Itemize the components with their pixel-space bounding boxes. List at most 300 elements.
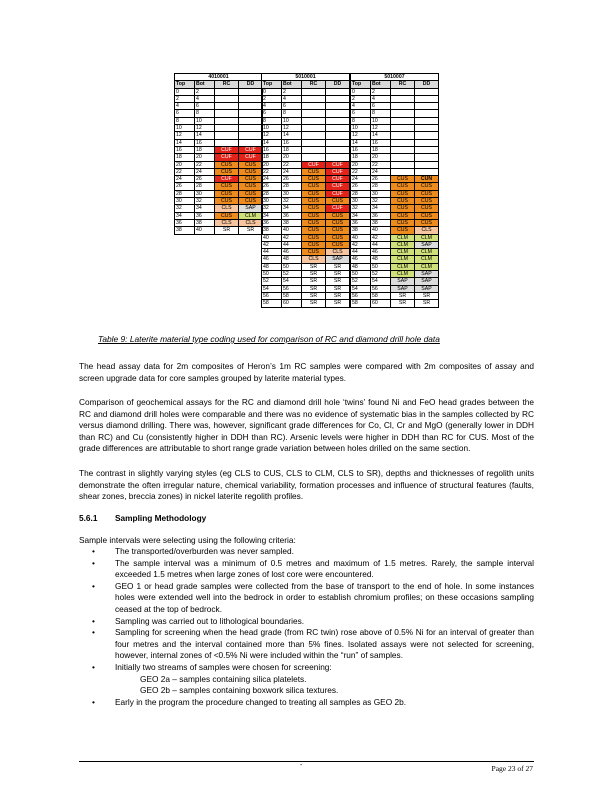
code-cell: CUS bbox=[302, 205, 326, 212]
column-header: Bot bbox=[371, 81, 391, 88]
code-cell bbox=[215, 95, 239, 102]
header-row bbox=[262, 81, 350, 88]
code-cell bbox=[391, 139, 415, 146]
code-cell: CLM bbox=[391, 271, 415, 278]
depth-cell: 32 bbox=[175, 205, 195, 212]
table-row bbox=[175, 176, 263, 183]
code-cell bbox=[391, 168, 415, 175]
depth-cell: 6 bbox=[175, 110, 195, 117]
list-item: • Initially two streams of samples were chosen for screening: GEO 2a – samples containing silica platelets. GEO 2b – samples containing boxwork silica textures. bbox=[79, 662, 534, 697]
code-cell: CUS bbox=[302, 168, 326, 175]
code-cell bbox=[326, 139, 350, 146]
code-cell: SAP bbox=[415, 271, 439, 278]
depth-cell: 12 bbox=[262, 132, 282, 139]
depth-cell: 4 bbox=[175, 103, 195, 110]
table-row bbox=[351, 190, 439, 197]
section-heading bbox=[79, 513, 206, 523]
code-cell: SR bbox=[302, 292, 326, 299]
depth-cell: 50 bbox=[371, 263, 391, 270]
code-cell: CUS bbox=[415, 183, 439, 190]
depth-cell: 8 bbox=[195, 110, 215, 117]
depth-cell: 24 bbox=[371, 168, 391, 175]
depth-cell: 40 bbox=[282, 227, 302, 234]
table-row bbox=[175, 227, 263, 234]
table-row bbox=[262, 154, 350, 161]
depth-cell: 48 bbox=[371, 256, 391, 263]
column-header: DD bbox=[326, 81, 350, 88]
depth-cell: 18 bbox=[282, 146, 302, 153]
depth-cell: 20 bbox=[262, 161, 282, 168]
table-row bbox=[175, 183, 263, 190]
code-cell bbox=[215, 139, 239, 146]
sub-item-geo2b: GEO 2b – samples containing boxwork silica textures. bbox=[140, 685, 339, 696]
list-item: • Sampling was carried out to lithological boundaries. bbox=[92, 615, 305, 626]
code-cell: CUS bbox=[415, 205, 439, 212]
code-cell: SR bbox=[302, 263, 326, 270]
code-cell: CUS bbox=[302, 198, 326, 205]
table-row bbox=[262, 110, 350, 117]
depth-cell: 42 bbox=[282, 234, 302, 241]
depth-cell: 22 bbox=[262, 168, 282, 175]
table-row bbox=[262, 88, 350, 95]
code-cell bbox=[326, 117, 350, 124]
depth-cell: 52 bbox=[371, 271, 391, 278]
code-cell bbox=[391, 110, 415, 117]
table-title-row bbox=[351, 74, 439, 81]
depth-cell: 8 bbox=[351, 117, 371, 124]
table-5010007 bbox=[350, 73, 439, 308]
bullet-icon: • bbox=[92, 615, 95, 626]
table-row bbox=[262, 234, 350, 241]
code-cell: CUS bbox=[391, 205, 415, 212]
depth-cell: 40 bbox=[371, 227, 391, 234]
column-header: Bot bbox=[195, 81, 215, 88]
depth-cell: 48 bbox=[282, 256, 302, 263]
code-cell bbox=[239, 125, 263, 132]
depth-cell: 30 bbox=[371, 190, 391, 197]
table-row bbox=[175, 103, 263, 110]
table-row bbox=[175, 168, 263, 175]
code-cell: CLS bbox=[215, 205, 239, 212]
depth-cell: 58 bbox=[262, 300, 282, 307]
bullet-icon: • bbox=[92, 546, 95, 556]
depth-cell: 6 bbox=[282, 103, 302, 110]
depth-cell: 2 bbox=[351, 95, 371, 102]
depth-cell: 22 bbox=[371, 161, 391, 168]
depth-cell: 14 bbox=[262, 139, 282, 146]
depth-cell: 58 bbox=[351, 300, 371, 307]
depth-cell: 22 bbox=[195, 161, 215, 168]
code-cell bbox=[215, 88, 239, 95]
column-header: DD bbox=[415, 81, 439, 88]
code-cell bbox=[326, 132, 350, 139]
table-row bbox=[262, 139, 350, 146]
list-item: • Early in the program the procedure changed to treating all samples as GEO 2b. bbox=[92, 696, 407, 707]
depth-cell: 14 bbox=[282, 132, 302, 139]
code-cell: CUF bbox=[239, 146, 263, 153]
code-cell: CUS bbox=[215, 190, 239, 197]
code-cell bbox=[215, 132, 239, 139]
column-header: RC bbox=[215, 81, 239, 88]
depth-cell: 42 bbox=[351, 241, 371, 248]
table-row bbox=[262, 117, 350, 124]
code-cell: SR bbox=[326, 285, 350, 292]
depth-cell: 20 bbox=[371, 154, 391, 161]
depth-cell: 2 bbox=[371, 88, 391, 95]
table-row bbox=[175, 154, 263, 161]
code-cell: CUN bbox=[415, 176, 439, 183]
code-cell bbox=[415, 88, 439, 95]
depth-cell: 46 bbox=[262, 256, 282, 263]
table-row bbox=[351, 103, 439, 110]
code-cell: CUF bbox=[302, 161, 326, 168]
table-row bbox=[262, 132, 350, 139]
depth-cell: 34 bbox=[262, 212, 282, 219]
depth-cell: 32 bbox=[371, 198, 391, 205]
code-cell: CUS bbox=[391, 219, 415, 226]
code-cell: CLM bbox=[415, 263, 439, 270]
table-row bbox=[175, 139, 263, 146]
footer-rule bbox=[79, 761, 534, 762]
column-header: RC bbox=[302, 81, 326, 88]
code-cell bbox=[326, 88, 350, 95]
depth-cell: 2 bbox=[175, 95, 195, 102]
code-cell: CUS bbox=[391, 227, 415, 234]
table-row bbox=[351, 176, 439, 183]
code-cell bbox=[326, 125, 350, 132]
code-cell bbox=[415, 132, 439, 139]
code-cell bbox=[415, 154, 439, 161]
code-cell: CLM bbox=[391, 249, 415, 256]
code-cell: CUS bbox=[326, 227, 350, 234]
depth-cell: 54 bbox=[351, 285, 371, 292]
depth-cell: 2 bbox=[195, 88, 215, 95]
depth-cell: 16 bbox=[371, 139, 391, 146]
depth-cell: 4 bbox=[351, 103, 371, 110]
table-row bbox=[262, 212, 350, 219]
depth-cell: 28 bbox=[371, 183, 391, 190]
code-cell bbox=[239, 95, 263, 102]
depth-cell: 36 bbox=[351, 219, 371, 226]
code-cell bbox=[391, 117, 415, 124]
code-cell: SAP bbox=[391, 278, 415, 285]
code-cell: CUS bbox=[215, 161, 239, 168]
table-row bbox=[175, 125, 263, 132]
code-cell: CUS bbox=[215, 183, 239, 190]
code-cell: SAP bbox=[391, 285, 415, 292]
depth-cell: 54 bbox=[262, 285, 282, 292]
code-cell: CUS bbox=[239, 168, 263, 175]
table-row bbox=[351, 117, 439, 124]
table-row bbox=[351, 285, 439, 292]
code-cell: CUS bbox=[302, 190, 326, 197]
depth-cell: 50 bbox=[282, 263, 302, 270]
table-row bbox=[262, 198, 350, 205]
footer-mark: - bbox=[300, 762, 303, 769]
code-cell: SR bbox=[415, 300, 439, 307]
code-cell: CUS bbox=[326, 234, 350, 241]
depth-cell: 4 bbox=[195, 95, 215, 102]
table-row bbox=[351, 139, 439, 146]
drill-hole-tables bbox=[0, 73, 612, 331]
code-cell: SR bbox=[302, 300, 326, 307]
code-cell: CUS bbox=[215, 198, 239, 205]
table-row bbox=[262, 278, 350, 285]
depth-cell: 38 bbox=[195, 219, 215, 226]
depth-cell: 6 bbox=[351, 110, 371, 117]
code-cell bbox=[326, 95, 350, 102]
depth-cell: 22 bbox=[351, 168, 371, 175]
depth-cell: 26 bbox=[175, 183, 195, 190]
depth-cell: 34 bbox=[371, 205, 391, 212]
code-cell: SR bbox=[391, 292, 415, 299]
code-cell bbox=[326, 146, 350, 153]
depth-cell: 14 bbox=[371, 132, 391, 139]
code-cell bbox=[302, 103, 326, 110]
code-cell: CUF bbox=[326, 205, 350, 212]
depth-cell: 34 bbox=[195, 205, 215, 212]
table-row bbox=[351, 219, 439, 226]
depth-cell: 2 bbox=[262, 95, 282, 102]
depth-cell: 36 bbox=[262, 219, 282, 226]
code-cell bbox=[391, 88, 415, 95]
depth-cell: 8 bbox=[262, 117, 282, 124]
code-cell bbox=[302, 132, 326, 139]
depth-cell: 26 bbox=[351, 183, 371, 190]
depth-cell: 34 bbox=[351, 212, 371, 219]
code-cell: SR bbox=[391, 300, 415, 307]
code-cell: CUS bbox=[302, 234, 326, 241]
header-row bbox=[175, 81, 263, 88]
depth-cell: 18 bbox=[262, 154, 282, 161]
depth-cell: 16 bbox=[195, 139, 215, 146]
code-cell: SR bbox=[415, 292, 439, 299]
code-cell bbox=[391, 146, 415, 153]
depth-cell: 16 bbox=[175, 146, 195, 153]
depth-cell: 26 bbox=[282, 176, 302, 183]
depth-cell: 10 bbox=[262, 125, 282, 132]
code-cell bbox=[239, 132, 263, 139]
table-row bbox=[351, 249, 439, 256]
code-cell: CUF bbox=[326, 176, 350, 183]
code-cell bbox=[239, 117, 263, 124]
code-cell: CUS bbox=[415, 219, 439, 226]
code-cell: CLS bbox=[239, 219, 263, 226]
table-4010001 bbox=[174, 73, 263, 235]
code-cell bbox=[415, 117, 439, 124]
depth-cell: 50 bbox=[351, 271, 371, 278]
depth-cell: 12 bbox=[175, 132, 195, 139]
code-cell: CLM bbox=[415, 249, 439, 256]
code-cell: CUS bbox=[326, 198, 350, 205]
depth-cell: 36 bbox=[282, 212, 302, 219]
depth-cell: 26 bbox=[371, 176, 391, 183]
code-cell: SR bbox=[326, 292, 350, 299]
table-row bbox=[262, 125, 350, 132]
code-cell: CUS bbox=[302, 212, 326, 219]
depth-cell: 20 bbox=[282, 154, 302, 161]
depth-cell: 30 bbox=[282, 190, 302, 197]
depth-cell: 56 bbox=[351, 292, 371, 299]
code-cell: CLM bbox=[391, 241, 415, 248]
code-cell: SAP bbox=[326, 256, 350, 263]
depth-cell: 30 bbox=[195, 190, 215, 197]
depth-cell: 38 bbox=[351, 227, 371, 234]
hole-id: 4010001 bbox=[175, 74, 263, 81]
depth-cell: 58 bbox=[371, 292, 391, 299]
depth-cell: 20 bbox=[195, 154, 215, 161]
table-row bbox=[262, 95, 350, 102]
depth-cell: 40 bbox=[195, 227, 215, 234]
table-row bbox=[351, 132, 439, 139]
code-cell: SR bbox=[215, 227, 239, 234]
code-cell bbox=[391, 161, 415, 168]
depth-cell: 6 bbox=[371, 103, 391, 110]
table-row bbox=[351, 198, 439, 205]
code-cell: CUF bbox=[239, 154, 263, 161]
depth-cell: 44 bbox=[282, 241, 302, 248]
sub-item-geo2a: GEO 2a – samples containing silica platelets. bbox=[140, 673, 307, 684]
depth-cell: 60 bbox=[282, 300, 302, 307]
depth-cell: 20 bbox=[175, 161, 195, 168]
code-cell: CLM bbox=[415, 234, 439, 241]
depth-cell: 24 bbox=[351, 176, 371, 183]
table-row bbox=[262, 219, 350, 226]
code-cell bbox=[391, 103, 415, 110]
code-cell bbox=[215, 103, 239, 110]
depth-cell: 44 bbox=[262, 249, 282, 256]
depth-cell: 36 bbox=[195, 212, 215, 219]
depth-cell: 32 bbox=[351, 205, 371, 212]
table-row bbox=[351, 168, 439, 175]
code-cell: CUS bbox=[239, 183, 263, 190]
depth-cell: 26 bbox=[195, 176, 215, 183]
list-item: • Sampling for screening when the head grade (from RC twin) rose above of 0.5% Ni for an interval of greater than four metres and the interval contained more than 5% fines. Isolated assays were not selected for screening, however, internal zones of <0.5% Ni were included within the “run” of samples. bbox=[92, 627, 534, 661]
code-cell: CUS bbox=[415, 190, 439, 197]
depth-cell: 8 bbox=[282, 110, 302, 117]
depth-cell: 50 bbox=[262, 271, 282, 278]
code-cell: CUS bbox=[391, 183, 415, 190]
depth-cell: 16 bbox=[282, 139, 302, 146]
table-row bbox=[175, 132, 263, 139]
table-row bbox=[351, 205, 439, 212]
depth-cell: 32 bbox=[262, 205, 282, 212]
code-cell bbox=[302, 95, 326, 102]
paragraph-head-assay: The head assay data for 2m composites of Heron’s 1m RC samples were compared with 2m composites of assay and screen upgrade data for core samples grouped by laterite material types. bbox=[79, 361, 534, 383]
code-cell: CLM bbox=[415, 256, 439, 263]
code-cell bbox=[415, 103, 439, 110]
code-cell bbox=[302, 154, 326, 161]
code-cell: SR bbox=[239, 227, 263, 234]
table-row bbox=[351, 88, 439, 95]
paragraph-criteria-intro: Sample intervals were selecting using the following criteria: bbox=[79, 535, 296, 545]
depth-cell: 0 bbox=[175, 88, 195, 95]
table-row bbox=[351, 161, 439, 168]
depth-cell: 18 bbox=[175, 154, 195, 161]
code-cell bbox=[415, 168, 439, 175]
code-cell: SAP bbox=[415, 241, 439, 248]
depth-cell: 6 bbox=[262, 110, 282, 117]
code-cell: SR bbox=[302, 278, 326, 285]
depth-cell: 26 bbox=[262, 183, 282, 190]
depth-cell: 60 bbox=[371, 300, 391, 307]
depth-cell: 24 bbox=[175, 176, 195, 183]
depth-cell: 46 bbox=[282, 249, 302, 256]
depth-cell: 0 bbox=[351, 88, 371, 95]
code-cell: CLS bbox=[415, 227, 439, 234]
code-cell: CUS bbox=[239, 161, 263, 168]
table-row bbox=[351, 300, 439, 307]
criteria-list bbox=[79, 546, 534, 708]
code-cell: SAP bbox=[415, 285, 439, 292]
depth-cell: 16 bbox=[351, 146, 371, 153]
depth-cell: 38 bbox=[371, 219, 391, 226]
depth-cell: 30 bbox=[262, 198, 282, 205]
code-cell: SAP bbox=[239, 205, 263, 212]
depth-cell: 10 bbox=[371, 117, 391, 124]
depth-cell: 10 bbox=[351, 125, 371, 132]
code-cell bbox=[326, 110, 350, 117]
table-row bbox=[262, 256, 350, 263]
table-row bbox=[175, 95, 263, 102]
table-row bbox=[351, 227, 439, 234]
code-cell bbox=[302, 110, 326, 117]
table-row bbox=[351, 110, 439, 117]
depth-cell: 54 bbox=[282, 278, 302, 285]
code-cell bbox=[302, 117, 326, 124]
table-row bbox=[262, 300, 350, 307]
table-row bbox=[351, 278, 439, 285]
code-cell: CUS bbox=[391, 190, 415, 197]
column-header: Top bbox=[175, 81, 195, 88]
depth-cell: 12 bbox=[351, 132, 371, 139]
table-row bbox=[351, 212, 439, 219]
code-cell bbox=[239, 139, 263, 146]
code-cell: SR bbox=[326, 278, 350, 285]
depth-cell: 56 bbox=[282, 285, 302, 292]
code-cell bbox=[215, 117, 239, 124]
depth-cell: 44 bbox=[371, 241, 391, 248]
table-5010001 bbox=[261, 73, 350, 308]
column-header: Top bbox=[351, 81, 371, 88]
table-row bbox=[351, 271, 439, 278]
depth-cell: 10 bbox=[195, 117, 215, 124]
table-row bbox=[262, 205, 350, 212]
table-row bbox=[175, 219, 263, 226]
code-cell bbox=[391, 95, 415, 102]
depth-cell: 12 bbox=[371, 125, 391, 132]
table-row bbox=[262, 161, 350, 168]
table-row bbox=[351, 125, 439, 132]
table-row bbox=[175, 146, 263, 153]
table-row bbox=[351, 263, 439, 270]
depth-cell: 52 bbox=[262, 278, 282, 285]
depth-cell: 4 bbox=[282, 95, 302, 102]
depth-cell: 18 bbox=[351, 154, 371, 161]
depth-cell: 40 bbox=[262, 234, 282, 241]
depth-cell: 52 bbox=[282, 271, 302, 278]
table-row bbox=[262, 146, 350, 153]
depth-cell: 18 bbox=[371, 146, 391, 153]
depth-cell: 58 bbox=[282, 292, 302, 299]
code-cell: SR bbox=[326, 263, 350, 270]
code-cell: CUS bbox=[391, 198, 415, 205]
code-cell bbox=[391, 125, 415, 132]
code-cell bbox=[415, 139, 439, 146]
depth-cell: 42 bbox=[262, 241, 282, 248]
code-cell: CUS bbox=[302, 219, 326, 226]
table-row bbox=[175, 110, 263, 117]
